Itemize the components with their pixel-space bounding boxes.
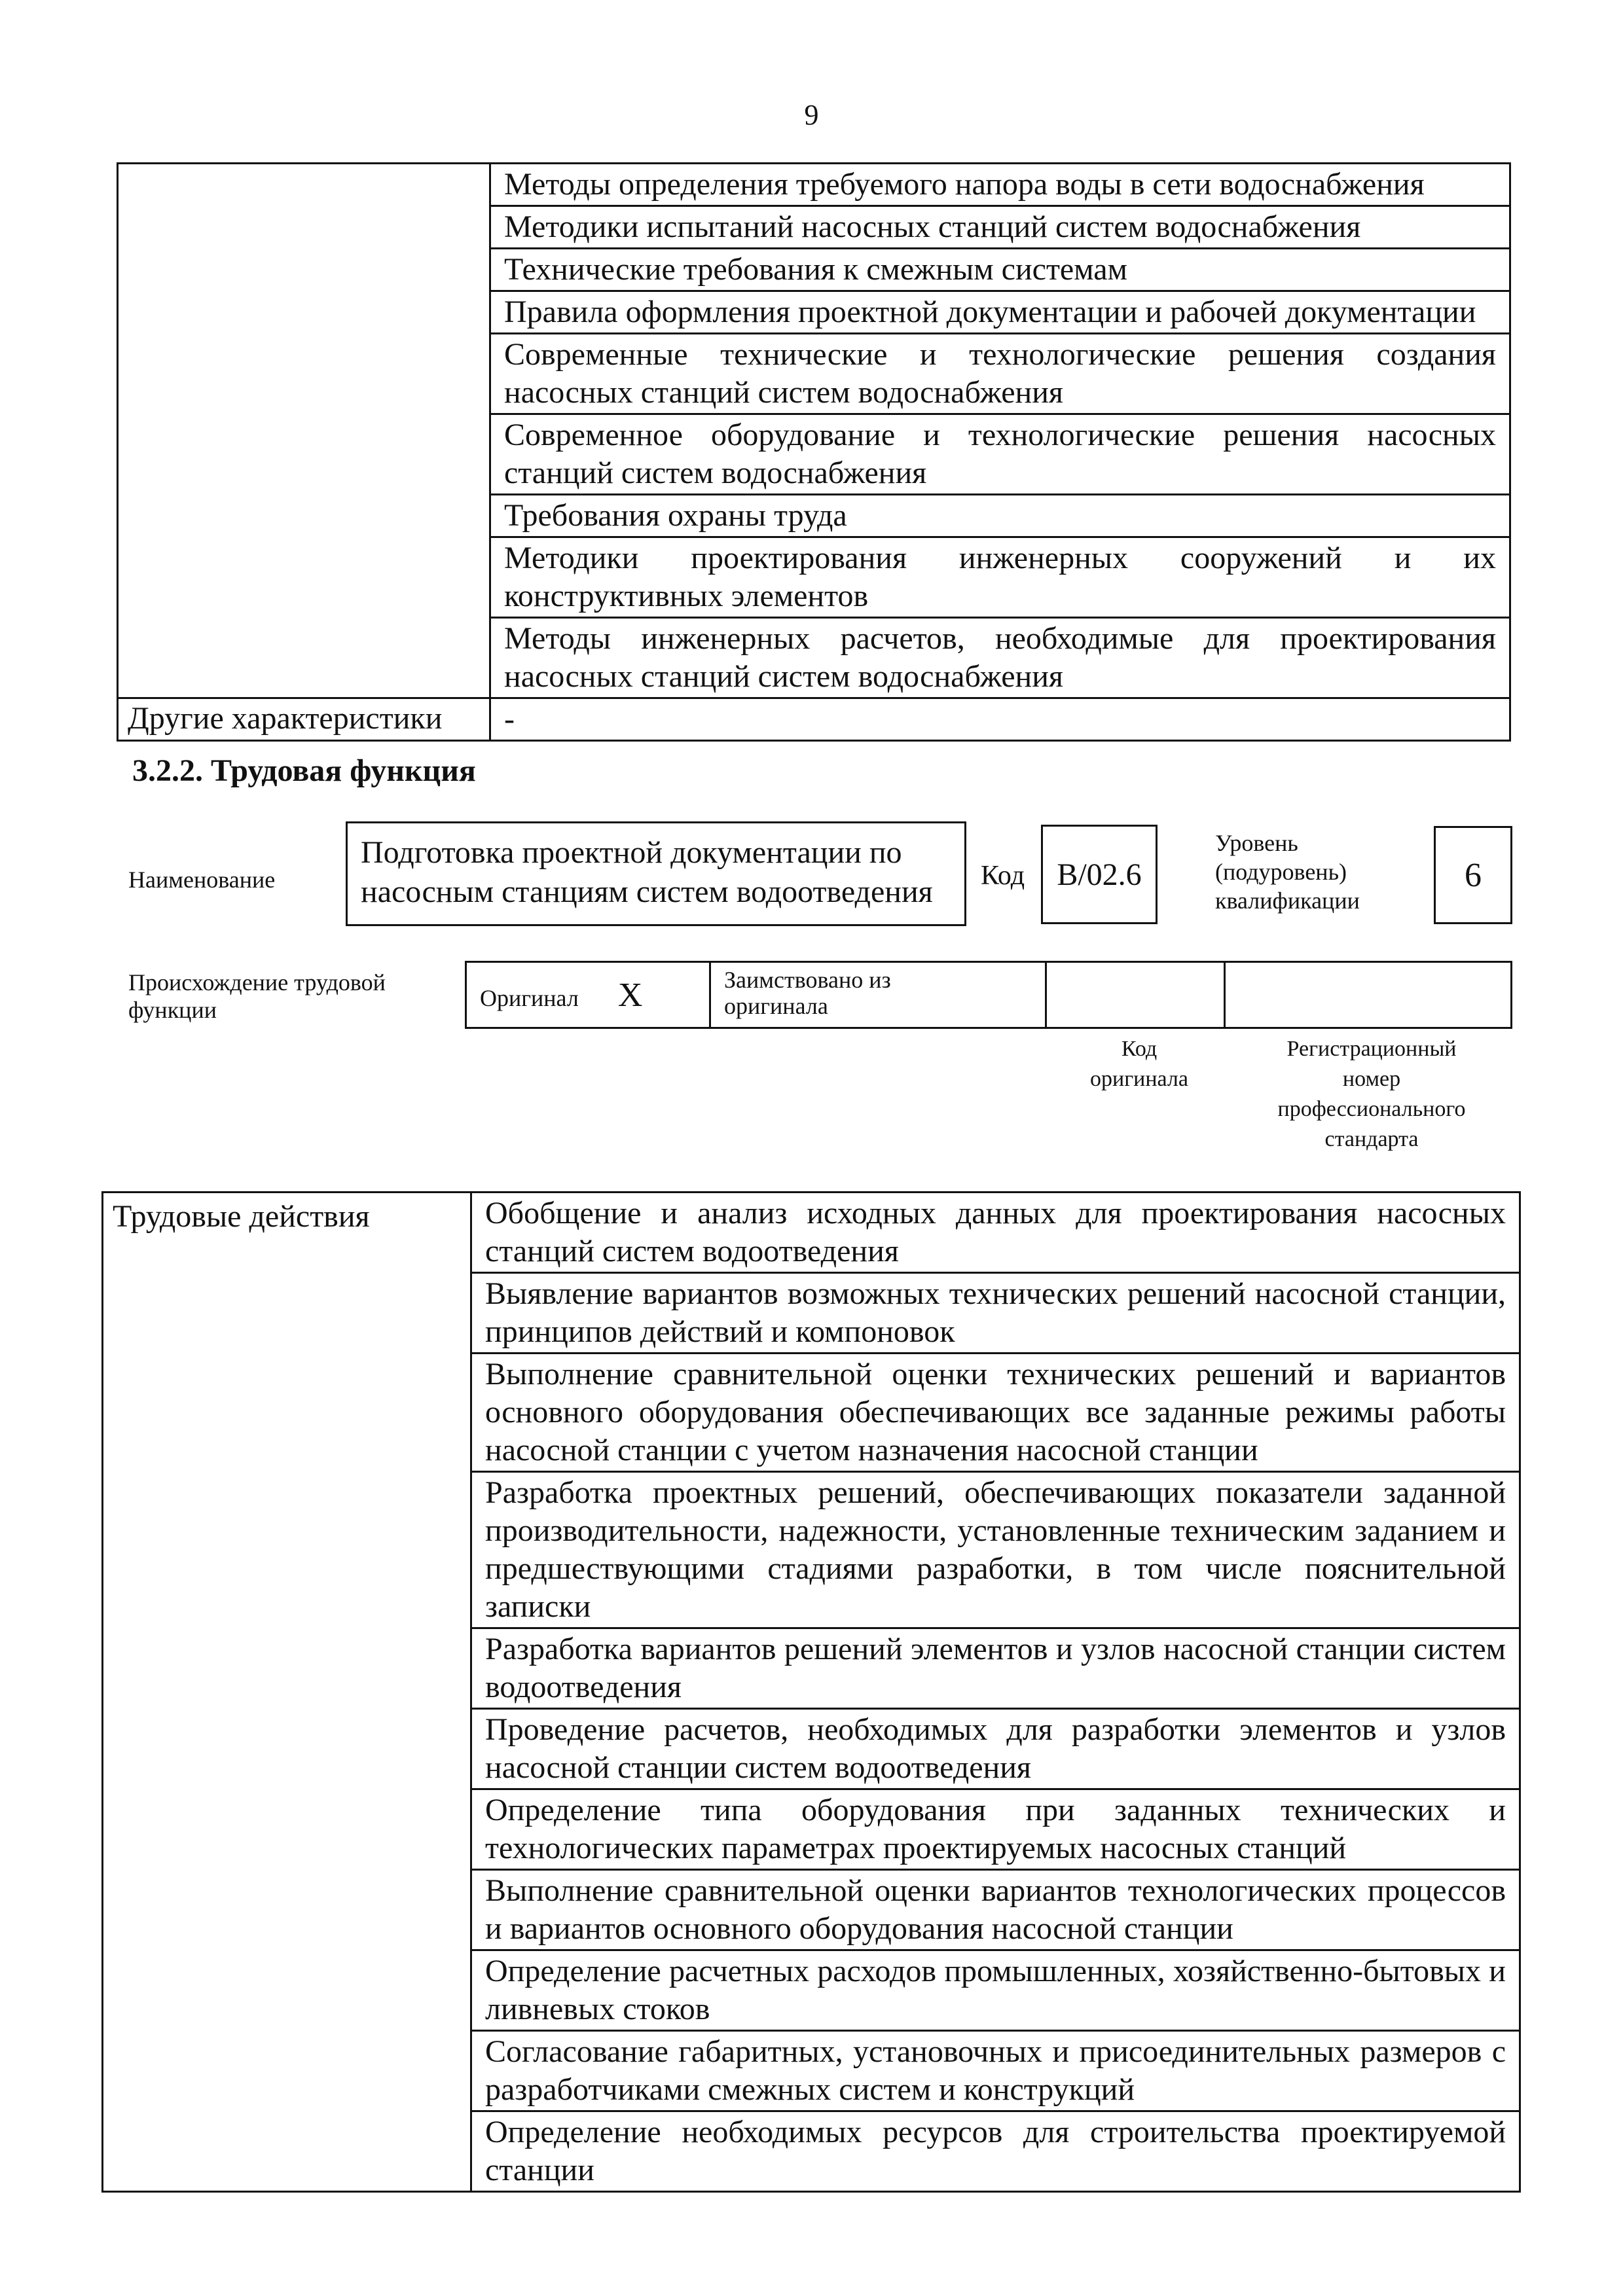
name-label: Наименование [128, 867, 276, 893]
table-cell: Согласование габаритных, установочных и присоединительных размеров с разработчиками смежных систем и конструкций [471, 2031, 1520, 2111]
origin-label [128, 969, 386, 1024]
table-row [118, 164, 1510, 206]
table-cell-empty [118, 164, 490, 698]
table-cell: Определение необходимых ресурсов для строительства проектируемой станции [471, 2111, 1520, 2192]
code-label: Код [981, 861, 1025, 891]
table-cell: Технические требования к смежным системам [490, 249, 1510, 291]
note-line: Регистрационный [1286, 1037, 1457, 1061]
borrowed-cell [710, 962, 1046, 1028]
note-line: номер [1342, 1067, 1401, 1091]
level-label [1215, 829, 1360, 915]
note-line: оригинала [1090, 1067, 1188, 1091]
table-cell: Современные технические и технологические решения создания насосных станций систем водоснабжения [490, 334, 1510, 414]
table-cell: Правила оформления проектной документации и рабочей документации [490, 291, 1510, 334]
table-cell: Обобщение и анализ исходных данных для проектирования насосных станций систем водоотведения [471, 1193, 1520, 1273]
code-original-cell [1046, 962, 1225, 1028]
table-cell: Определение типа оборудования при заданных технических и технологических параметрах проектируемых насосных станций [471, 1789, 1520, 1870]
level-label-line: квалификации [1215, 888, 1360, 914]
labour-actions-label: Трудовые действия [103, 1193, 471, 2192]
table-cell: Разработка вариантов решений элементов и узлов насосной станции систем водоотведения [471, 1628, 1520, 1709]
table-cell: Методики проектирования инженерных сооружений и их конструктивных элементов [490, 537, 1510, 618]
origin-table [465, 961, 1512, 1029]
table-cell: Проведение расчетов, необходимых для разработки элементов и узлов насосной станции систем водоотведения [471, 1709, 1520, 1789]
table-cell: Выполнение сравнительной оценки вариантов технологических процессов и вариантов основного оборудования насосной станции [471, 1870, 1520, 1950]
function-name-box: Подготовка проектной документации по насосным станциям систем водоотведения [346, 821, 966, 926]
table-row [466, 962, 1512, 1028]
code-original-note [1061, 1034, 1218, 1094]
note-line: профессионального [1277, 1097, 1466, 1121]
original-label: Оригинал [480, 984, 579, 1011]
level-label-line: (подуровень) [1215, 859, 1347, 885]
section-heading: 3.2.2. Трудовая функция [132, 753, 476, 788]
table-cell: Методики испытаний насосных станций систем водоснабжения [490, 206, 1510, 249]
knowledge-table [117, 162, 1511, 742]
original-mark: X [617, 976, 643, 1014]
code-box: B/02.6 [1041, 825, 1158, 924]
registration-number-cell [1225, 962, 1512, 1028]
table-cell: Методы инженерных расчетов, необходимые для проектирования насосных станций систем водоснабжения [490, 618, 1510, 698]
table-cell: Требования охраны труда [490, 495, 1510, 537]
table-row [103, 1193, 1520, 1273]
level-box: 6 [1434, 826, 1512, 924]
borrowed-label-line: оригинала [724, 993, 828, 1019]
registration-number-note [1231, 1034, 1512, 1155]
table-cell: Современное оборудование и технологические решения насосных станций систем водоснабжения [490, 414, 1510, 495]
table-row [118, 698, 1510, 741]
origin-label-line: Происхождение трудовой [128, 969, 386, 996]
table-cell: Выявление вариантов возможных технических решений насосной станции, принципов действий и компоновок [471, 1273, 1520, 1354]
table-cell: Выполнение сравнительной оценки технических решений и вариантов основного оборудования обеспечивающих все заданные режимы работы насосной станции с учетом назначения насосной станции [471, 1354, 1520, 1472]
labour-actions-table [101, 1191, 1521, 2193]
borrowed-label-line: Заимствовано из [724, 967, 891, 993]
note-line: стандарта [1324, 1127, 1419, 1151]
note-line: Код [1121, 1037, 1158, 1061]
level-label-line: Уровень [1215, 830, 1298, 856]
other-characteristics-label: Другие характеристики [118, 698, 490, 741]
table-cell: Определение расчетных расходов промышленных, хозяйственно-бытовых и ливневых стоков [471, 1950, 1520, 2031]
original-cell [466, 962, 710, 1028]
origin-label-line: функции [128, 997, 217, 1023]
other-characteristics-value: - [490, 698, 1510, 741]
table-cell: Методы определения требуемого напора воды в сети водоснабжения [490, 164, 1510, 206]
table-cell: Разработка проектных решений, обеспечивающих показатели заданной производительности, надежности, установленные техническим заданием и предшествующими стадиями разработки, в том числе пояснительной записки [471, 1472, 1520, 1628]
page-number: 9 [804, 99, 819, 131]
